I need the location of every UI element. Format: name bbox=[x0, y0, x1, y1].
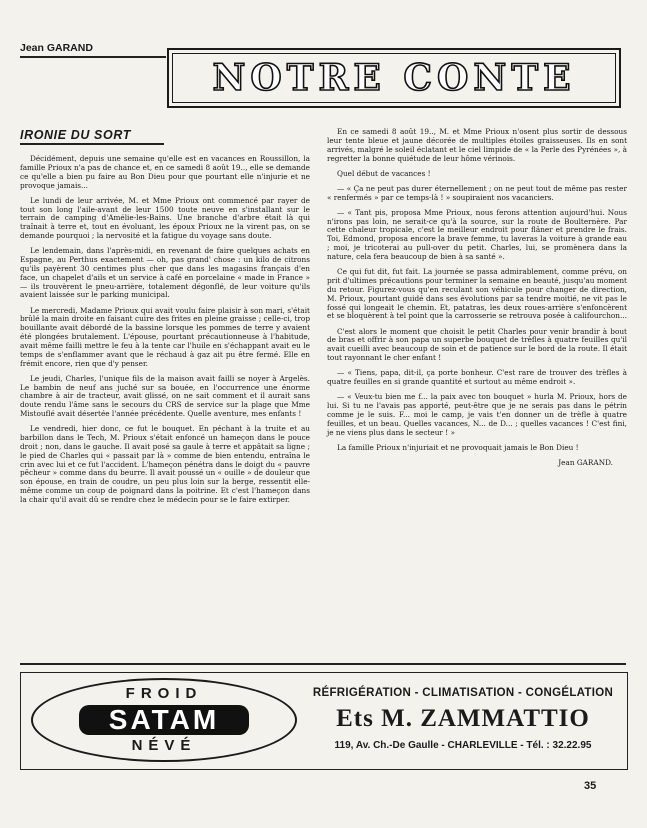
logo-brand-text: SATAM bbox=[79, 705, 249, 735]
paragraph: Le mercredi, Madame Prioux qui avait voulu faire plaisir à son mari, s'était brûlé la main droite en faisant cuire des frites en pleine graisse ; celle-ci, trop bouillante avait débordé de la bassine lorsque les pommes de terre y avaient été plongées brutalement. L'épouse, pourtant précautionneuse à l'habitude, avait même failli mettre le feu à la tente car l'huile en s'échappant avait eu le temps de s'enflammer avant que le réchaud à gaz ait pu être fermé. Elle en frémit encore, rien que d'y penser. bbox=[20, 305, 310, 368]
story-title: IRONIE DU SORT bbox=[20, 128, 131, 142]
paragraph: — « Tiens, papa, dit-il, ça porte bonheur. C'est rare de trouver des trèfles à quatre feuilles en si grande quantité et surtout au même endroit ». bbox=[327, 368, 627, 387]
paragraph: Quel début de vacances ! bbox=[337, 168, 431, 178]
section-title: NOTRE CONTE bbox=[212, 57, 576, 99]
paragraph: — « Tant pis, proposa Mme Prioux, nous ferons attention aujourd'hui. Nous n'irons pas loin, ne serait-ce qu'à la source, sur la route de Boulternère. Par cette chaleur tropicale, c'est le meilleur endroit pour flâner et prendre le frais. Toi, Edmond, proposa encore la brave femme, tu laveras la voiture à grande eau ; moi, je tricoterai au pull-over du petit. Charles, lui, se promènera dans la nature, cela fera beaucoup de bien à sa santé ». bbox=[327, 207, 627, 262]
paragraph: — « Veux-tu bien me f... la paix avec ton bouquet » hurla M. Prioux, hors de lui. Si tu ne l'avais pas apporté, peut-être que je ne serais pas dans le pétrin comme je le suis. F... moi le camp, je vais t'en donner un de trèfle à quatre feuilles, et un beau. Quelles vacances, N... de D... ; quelles vacances ! C'est fini, je ne viens plus dans le secteur ! » bbox=[327, 392, 627, 437]
paragraph: En ce samedi 8 août 19.., M. et Mme Prioux n'osent plus sortir de dessous leur tente bleue et jaune décorée de multiples étoiles graisseuses. Ils en sont arrivés, malgré le soleil éclatant et le ciel limpide de « la Perle des Pyrénées », à regretter la bonne quiétude de leur hôme vérinois. bbox=[327, 127, 627, 163]
advertisement bbox=[20, 672, 628, 770]
signature: Jean GARAND. bbox=[558, 457, 613, 467]
page-number: 35 bbox=[584, 780, 597, 792]
right-column bbox=[327, 128, 627, 468]
paragraph: Le lendemain, dans l'après-midi, en revenant de faire quelques achats en Espagne, au Perthus exactement — oh, pas grand' chose : un kilo de citrons qu'ils payèrent 30 centimes plus cher que dans les magasins français d'en face, un chapelet d'ails et un service à café en porcelaine « made in France » — ils trouvèrent le pneu-arrière, totalement dégonflé, de leur voiture qu'ils avaient laissée sur le parking municipal. bbox=[20, 246, 310, 300]
paragraph: Le jeudi, Charles, l'unique fils de la maison avait failli se noyer à Argelès. Le bambin de neuf ans juché sur sa bouée, en l'occurrence une énorme chambre à air de tracteur, avait glissé, on ne sait comment et il aurait sans doute rendu l'âme sans le secours du CRS de service sur la plage que Mme Mistouflé avait désertée l'année précédente. Quelle aventure, mes enfants ! bbox=[20, 373, 310, 419]
paragraph: Le lundi de leur arrivée, M. et Mme Prioux ont commencé par rayer de tout son long l'aile-avant de leur 1500 toute neuve en s'installant sur le terrain de camping d'Amélie-les-Bains. Une branche d'arbre était là qui traînait à terre et, tout en évoluant, les époux Prioux ne la virent pas, on se demande pourquoi ; la nervosité et la fatigue du voyage sans doute. bbox=[20, 195, 310, 241]
paragraph: Ce qui fut dit, fut fait. La journée se passa admirablement, comme prévu, on prit d'ultimes précautions pour terminer la semaine en beauté, jusqu'au moment du retour. Figurez-vous qu'en reculant son véhicule pour changer de direction, M. Prioux, pourtant guidé dans ses évolutions par sa tendre moitié, ne vit pas le fossé qui longeait le chemin. Et, patatras, les deux roues-arrière s'enfoncèrent et se bloquèrent à tel point que la carrosserie se retrouva posée à califourchon... bbox=[327, 267, 627, 321]
header-rule bbox=[20, 56, 166, 58]
satam-logo bbox=[31, 678, 297, 762]
ad-address: 119, Av. Ch.-De Gaulle - CHARLEVILLE - Tél. : 32.22.95 bbox=[334, 740, 592, 751]
paragraph: C'est alors le moment que choisit le petit Charles pour venir brandir à bout de bras et offrir à son papa un superbe bouquet de trèfles à quatre feuilles qu'il avait cueilli avec beaucoup de soin et de patience sur le bord de la route. Il était tout rayonnant le cher enfant ! bbox=[327, 326, 627, 363]
paragraph: — « Ça ne peut pas durer éternellement ; on ne peut tout de même pas rester « renfermés » par ce temps-là ! » soupiraient nos vacanciers. bbox=[327, 183, 627, 202]
section-title-box bbox=[167, 48, 621, 108]
paragraph: Décidément, depuis une semaine qu'elle est en vacances en Roussillon, la famille Prioux n'a pas de chance et, en ce samedi 8 août 19.., elle se demande ce qu'elle a bien pu faire au Bon Dieu pour que pourtant elle n'injurie et ne provoque jamais... bbox=[20, 154, 310, 190]
story-title-underline bbox=[20, 143, 164, 145]
left-column bbox=[20, 155, 310, 511]
logo-top-text: FROID bbox=[125, 685, 203, 702]
ad-company-name: Ets M. ZAMMATTIO bbox=[336, 705, 590, 732]
logo-bottom-text: NÉVÉ bbox=[131, 737, 197, 754]
paragraph: Le vendredi, hier donc, ce fut le bouquet. En péchant à la truite et au barbillon dans le Tech, M. Prioux s'était enfoncé un hameçon dans le pouce droit ; non, dans le gauche. Il avait posé sa gaule à terre et appâtait sa ligne ; le pied de Charles qui « passait par là » comme de bien entendu, entraîna le crin avec lui et ce fut l'accident. L'hameçon pénétra dans le doigt du « pauvre pêcheur » comme dans du beurre. Il avait poussé un « ouille » de douleur que son épouse, en train de coudre, un peu plus loin sur la berge, ressentit elle-même comme un coup de poignard dans la poitrine. Et c'est l'hameçon dans la chair qu'il avait dû se rendre chez le médecin pour se le faire extirper. bbox=[20, 424, 310, 505]
paragraph: La famille Prioux n'injuriait et ne provoquait jamais le Bon Dieu ! bbox=[337, 442, 579, 452]
author-name: Jean GARAND bbox=[20, 42, 93, 54]
ad-services: RÉFRIGÉRATION - CLIMATISATION - CONGÉLATION bbox=[312, 687, 614, 699]
advertisement-rule bbox=[20, 663, 626, 665]
